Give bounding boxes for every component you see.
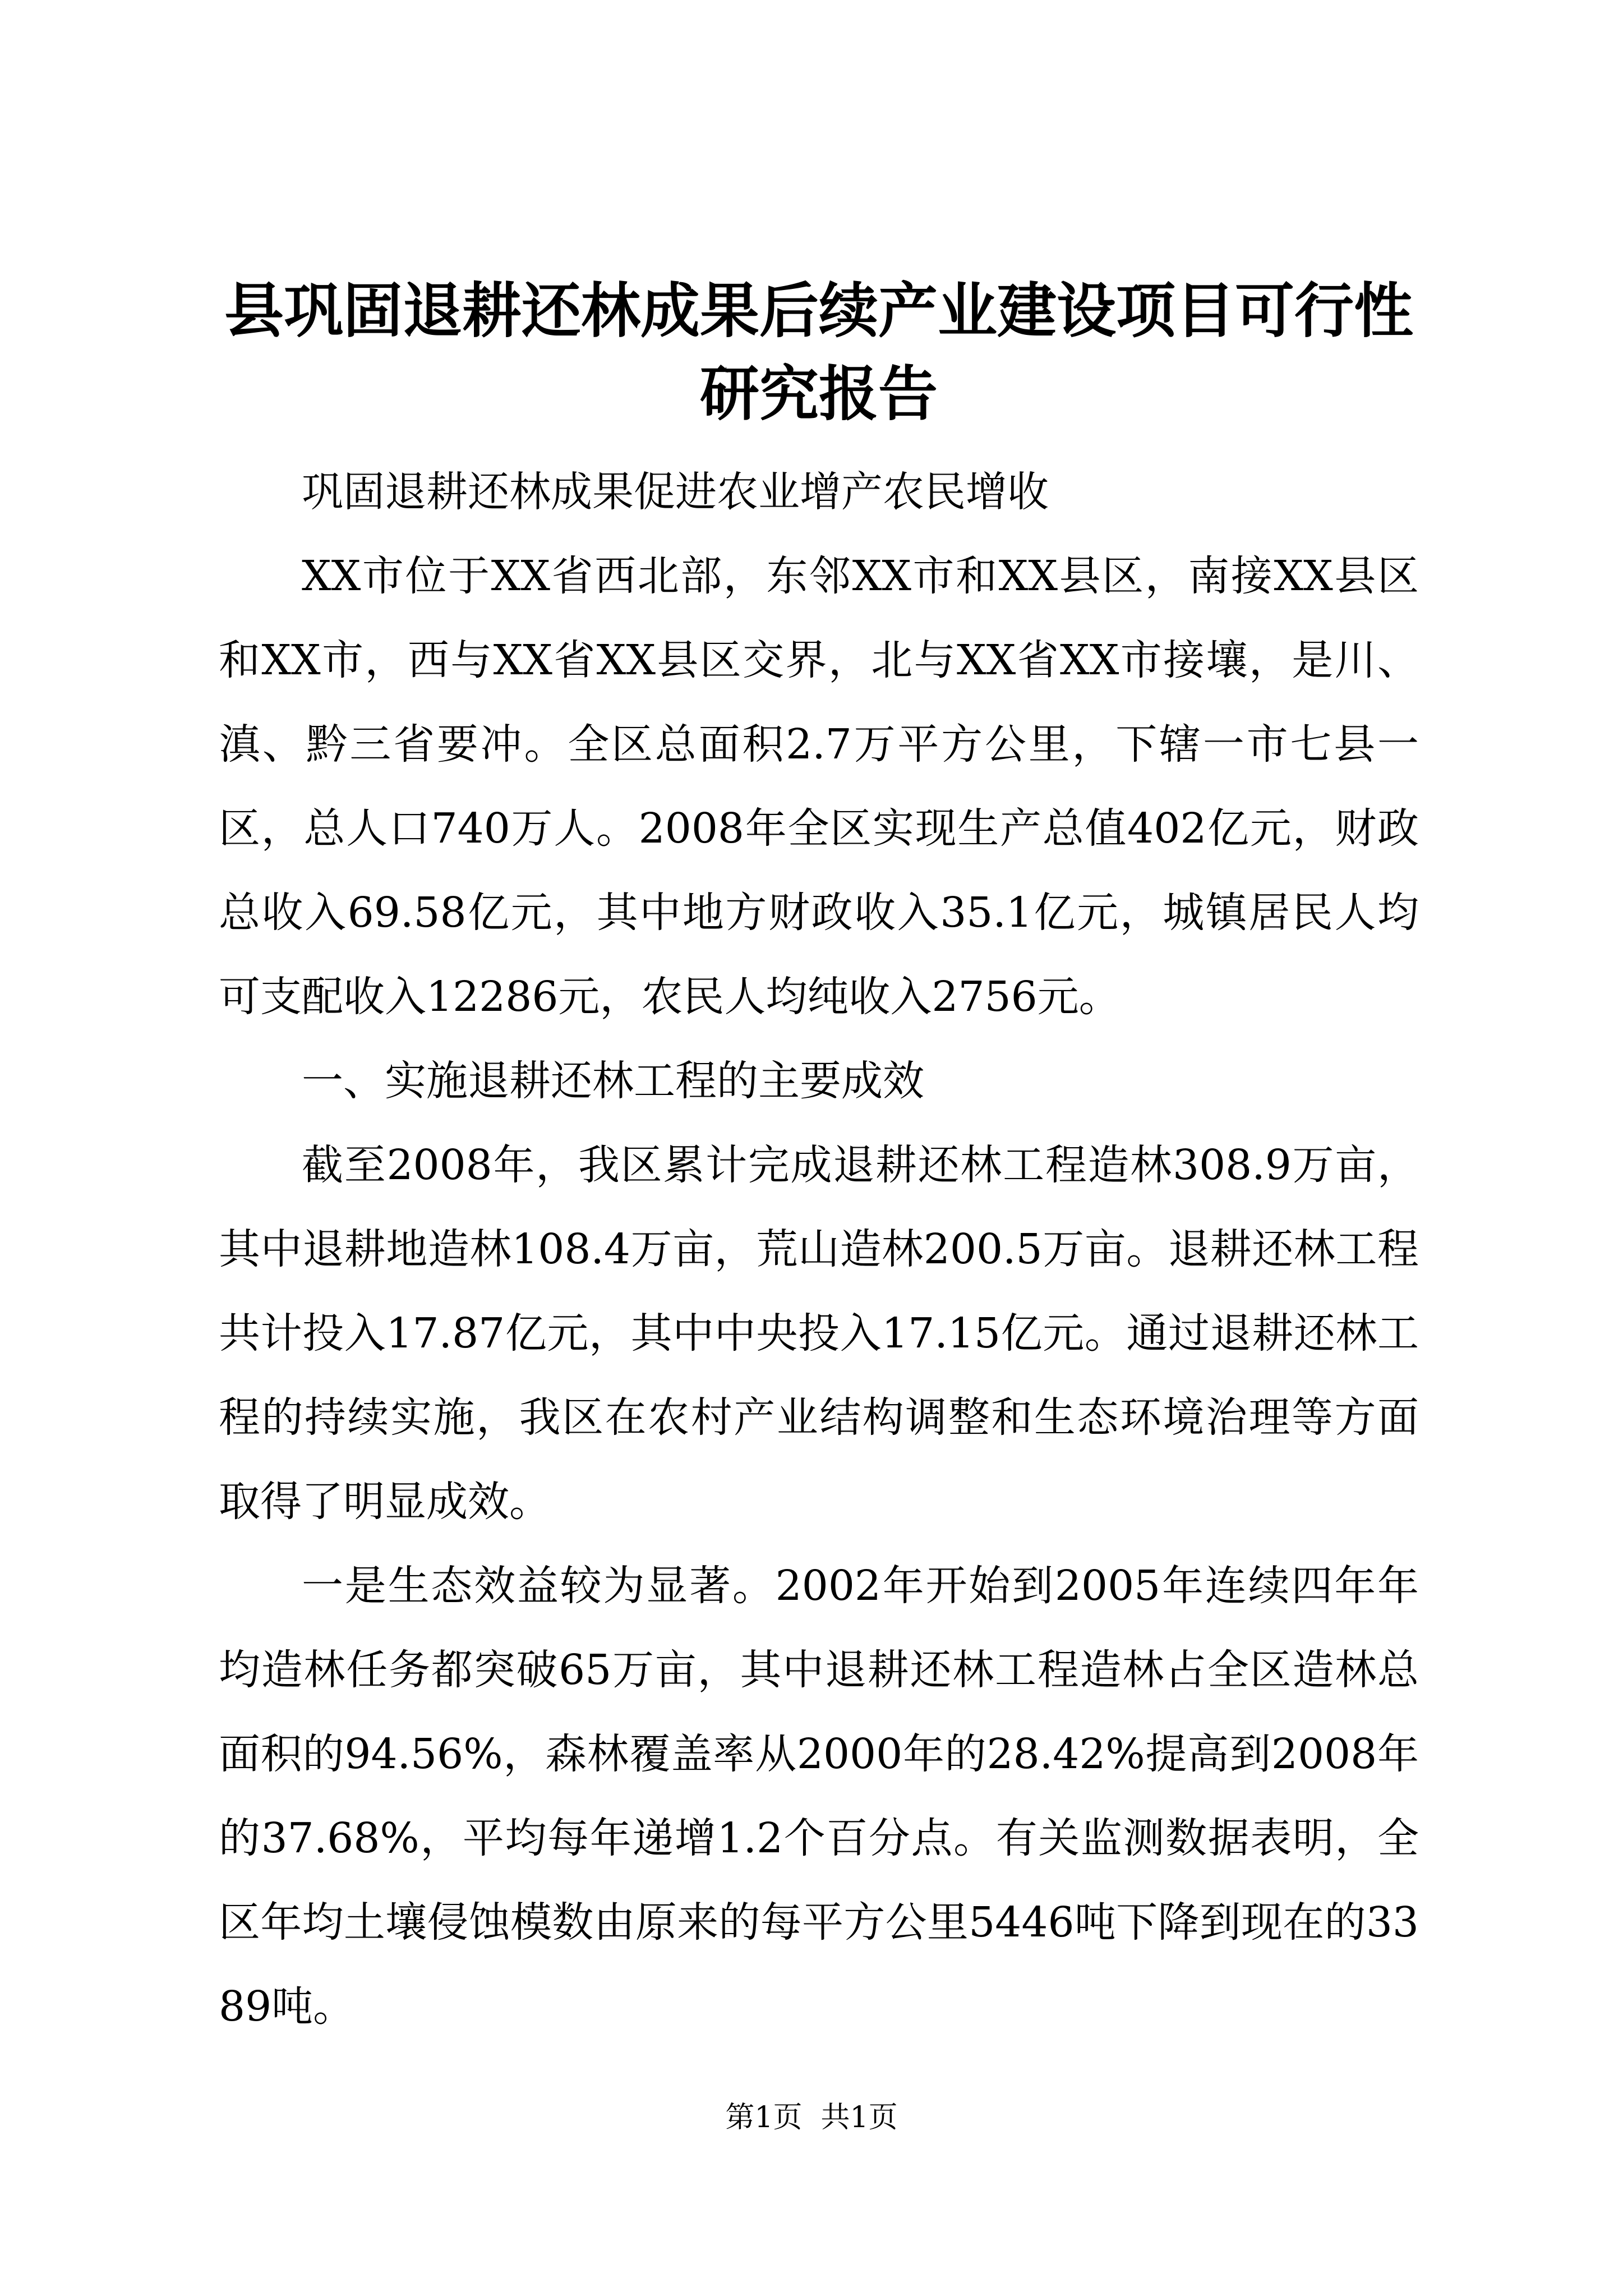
document-body (219, 269, 1419, 2049)
page-footer (0, 2098, 1623, 2137)
page-number: 第1页 (725, 2101, 803, 2134)
paragraph-ecology: 一是生态效益较为显著。2002年开始到2005年连续四年年均造林任务都突破65万亩，其中退耕还林工程造林占全区造林总面积的94.56%，森林覆盖率从2000年的28.42%提高到2008年的37.68%，平均每年递增1.2个百分点。有关监测数据表明，全区年均土壤侵蚀模数由原来的每平方公里5446吨下降到现在的3389吨。 (219, 1562, 1419, 2031)
page-total: 共1页 (820, 2101, 898, 2134)
document-subtitle: 巩固退耕还林成果促进农业增产农民增收 (302, 468, 1049, 516)
paragraph-overview: XX市位于XX省西北部，东邻XX市和XX县区，南接XX县区和XX市，西与XX省XX县区交界，北与XX省XX市接壤，是川、滇、黔三省要冲。全区总面积2.7万平方公里，下辖一市七县一区，总人口740万人。2008年全区实现生产总值402亿元，财政总收入69.58亿元，其中地方财政收入35.1亿元，城镇居民人均可支配收入12286元，农民人均纯收入2756元。 (219, 552, 1419, 1021)
title-line-1: 县巩固退耕还林成果后续产业建设项目可行性 (224, 275, 1413, 346)
title-line-2: 研究报告 (700, 358, 938, 429)
paragraph-results: 截至2008年，我区累计完成退耕还林工程造林308.9万亩，其中退耕地造林108.4万亩，荒山造林200.5万亩。退耕还林工程共计投入17.87亿元，其中中央投入17.15亿元。通过退耕还林工程的持续实施，我区在农村产业结构调整和生态环境治理等方面取得了明显成效。 (219, 1141, 1419, 1526)
document-title (219, 269, 1419, 435)
section-heading: 一、实施退耕还林工程的主要成效 (302, 1057, 924, 1105)
